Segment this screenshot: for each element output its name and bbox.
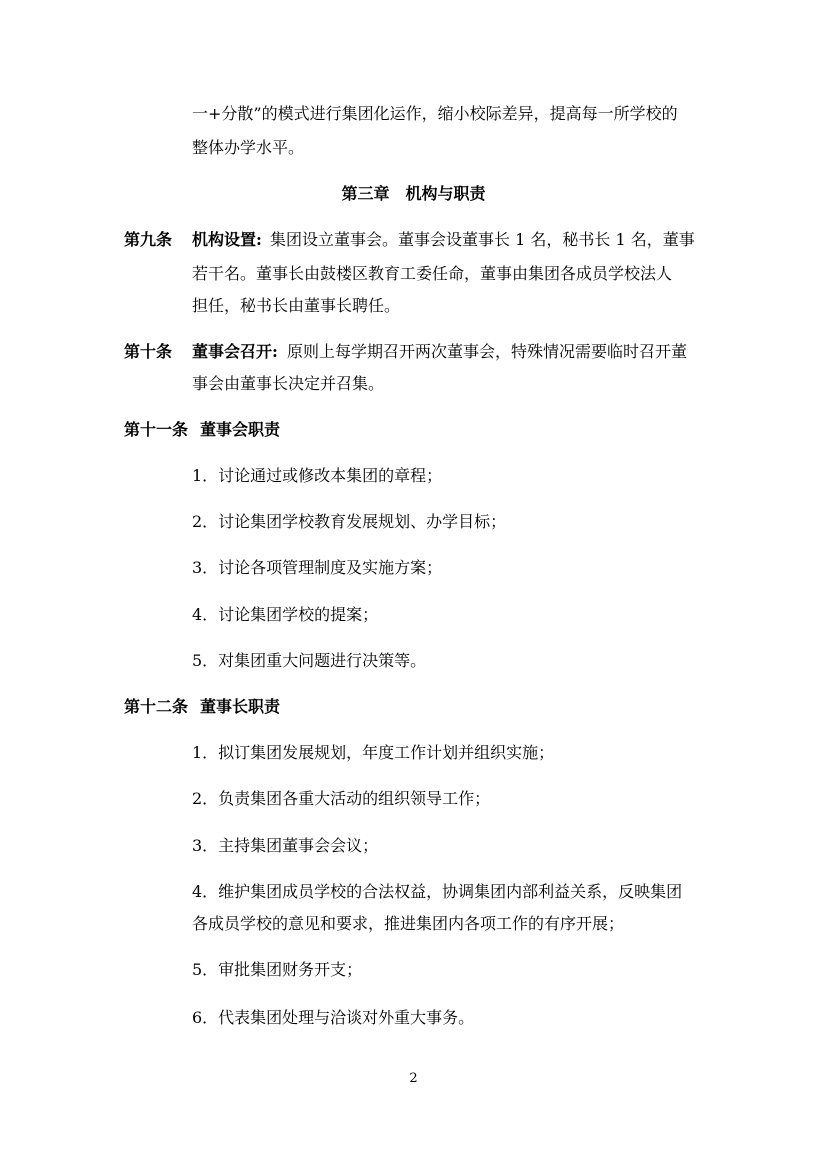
- article-9-line-1: 集团设立董事会。董事会设董事长 1 名，秘书长 1 名，董事: [270, 230, 695, 249]
- list-item: 5．审批集团财务开支；: [192, 960, 363, 979]
- article-9-line-2: 若干名。董事长由鼓楼区教育工委任命，董事由集团各成员学校法人: [192, 264, 673, 283]
- article-9-number: 第九条: [124, 230, 173, 249]
- list-item: 3．讨论各项管理制度及实施方案；: [192, 558, 443, 577]
- list-item: 6．代表集团处理与洽谈对外重大事务。: [192, 1008, 475, 1027]
- list-item: 4．维护集团成员学校的合法权益，协调集团内部利益关系，反映集团: [192, 882, 683, 901]
- article-10-title: 董事会召开:: [192, 342, 278, 361]
- list-item: 2．讨论集团学校教育发展规划、办学目标；: [192, 512, 507, 531]
- article-10-line-1: 原则上每学期召开两次董事会，特殊情况需要临时召开董: [287, 342, 688, 361]
- list-item: 4．讨论集团学校的提案；: [192, 605, 379, 624]
- article-10-line-2: 事会由董事长决定并召集。: [192, 374, 385, 393]
- continuation-line-2: 整体办学水平。: [192, 138, 305, 157]
- list-item: 1．拟订集团发展规划，年度工作计划并组织实施；: [192, 743, 555, 762]
- list-item: 各成员学校的意见和要求，推进集团内各项工作的有序开展；: [192, 914, 625, 933]
- continuation-line-1: 一+分散”的模式进行集团化运作，缩小校际差异，提高每一所学校的: [192, 104, 678, 123]
- article-12-number: 第十二条: [124, 697, 189, 716]
- list-item: 5．对集团重大问题进行决策等。: [192, 651, 427, 670]
- page-number: 2: [409, 1071, 418, 1086]
- chapter-title: 第三章 机构与职责: [341, 184, 486, 203]
- list-item: 3．主持集团董事会会议；: [192, 836, 379, 855]
- article-9-title: 机构设置:: [192, 230, 262, 249]
- article-10-number: 第十条: [124, 342, 173, 361]
- article-11-title: 董事会职责: [200, 420, 281, 439]
- article-9-line-3: 担任，秘书长由董事长聘任。: [192, 296, 401, 315]
- article-11-number: 第十一条: [124, 420, 189, 439]
- article-12-title: 董事长职责: [200, 697, 281, 716]
- list-item: 1．讨论通过或修改本集团的章程；: [192, 466, 443, 485]
- list-item: 2．负责集团各重大活动的组织领导工作；: [192, 789, 491, 808]
